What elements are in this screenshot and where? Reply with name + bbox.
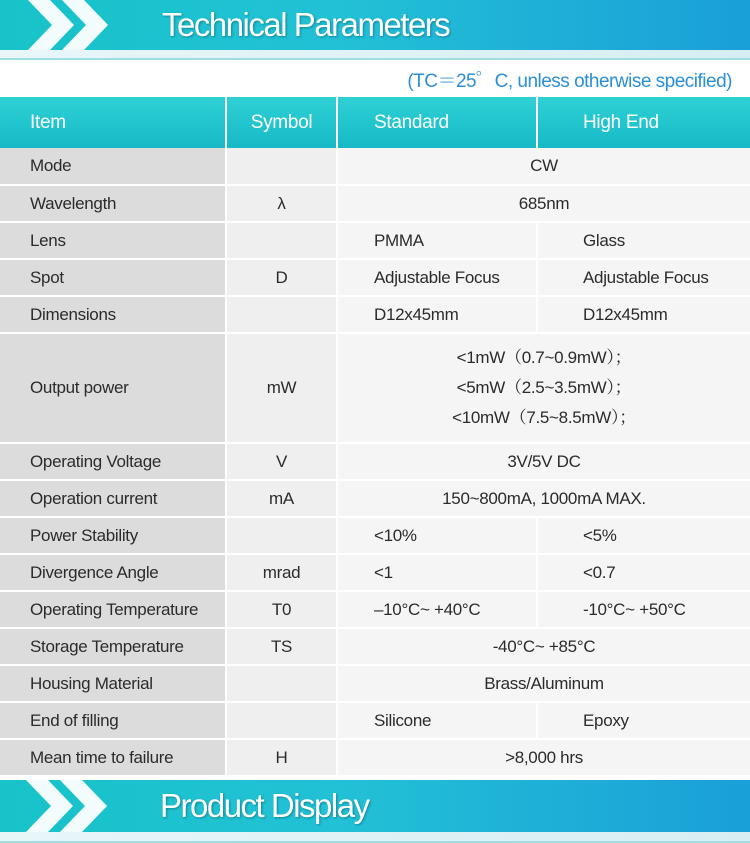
section-title-product-display: Product Display <box>160 787 369 824</box>
row-standard-value: <10% <box>337 517 537 554</box>
row-value: CW <box>337 148 750 185</box>
row-value: 3V/5V DC <box>337 443 750 480</box>
row-standard-value: Silicone <box>337 702 537 739</box>
header-divider <box>0 50 750 60</box>
row-item-label: Divergence Angle <box>0 554 226 591</box>
row-item-label: Spot <box>0 259 226 296</box>
row-high-end-value: -10°C~ +50°C <box>537 591 750 628</box>
table-row <box>0 628 750 665</box>
row-value-multiline <box>337 333 750 443</box>
row-value: 150~800mA, 1000mA MAX. <box>337 480 750 517</box>
row-standard-value: Adjustable Focus <box>337 259 537 296</box>
section-title-technical-parameters: Technical Parameters <box>162 6 450 43</box>
table-row <box>0 591 750 628</box>
row-item-label: Storage Temperature <box>0 628 226 665</box>
row-symbol <box>226 296 337 333</box>
table-row <box>0 296 750 333</box>
row-item-label: Power Stability <box>0 517 226 554</box>
row-symbol: V <box>226 443 337 480</box>
row-symbol: D <box>226 259 337 296</box>
row-symbol <box>226 665 337 702</box>
output-power-line: <10mW（7.5~8.5mW）； <box>452 408 636 427</box>
row-symbol: mrad <box>226 554 337 591</box>
row-item-label: Operation current <box>0 480 226 517</box>
table-row <box>0 333 750 443</box>
row-high-end-value: D12x45mm <box>537 296 750 333</box>
row-high-end-value: <5% <box>537 517 750 554</box>
row-item-label: End of filling <box>0 702 226 739</box>
parameters-table <box>0 97 750 777</box>
table-row <box>0 259 750 296</box>
output-power-line: <1mW（0.7~0.9mW）； <box>456 348 632 367</box>
row-item-label: Lens <box>0 222 226 259</box>
row-high-end-value: Glass <box>537 222 750 259</box>
table-row <box>0 665 750 702</box>
row-symbol <box>226 222 337 259</box>
row-item-label: Mode <box>0 148 226 185</box>
row-item-label: Operating Voltage <box>0 443 226 480</box>
row-high-end-value: Epoxy <box>537 702 750 739</box>
row-symbol: mW <box>226 333 337 443</box>
row-value: >8,000 hrs <box>337 739 750 776</box>
column-header-item: Item <box>0 97 226 148</box>
row-value: 685nm <box>337 185 750 222</box>
table-header-row <box>0 97 750 148</box>
row-standard-value: PMMA <box>337 222 537 259</box>
row-value: Brass/Aluminum <box>337 665 750 702</box>
row-item-label: Dimensions <box>0 296 226 333</box>
column-header-high-end: High End <box>537 97 750 148</box>
row-item-label: Operating Temperature <box>0 591 226 628</box>
row-value: -40°C~ +85°C <box>337 628 750 665</box>
table-row <box>0 554 750 591</box>
column-header-symbol: Symbol <box>226 97 337 148</box>
row-high-end-value: Adjustable Focus <box>537 259 750 296</box>
row-item-label: Wavelength <box>0 185 226 222</box>
table-row <box>0 517 750 554</box>
row-item-label: Output power <box>0 333 226 443</box>
row-symbol: mA <box>226 480 337 517</box>
row-standard-value: D12x45mm <box>337 296 537 333</box>
table-row <box>0 443 750 480</box>
footer-banner <box>0 780 750 832</box>
footer-divider <box>0 832 750 843</box>
conditions-note: (TC＝25゜C, unless otherwise specified) <box>407 71 732 92</box>
row-standard-value: –10°C~ +40°C <box>337 591 537 628</box>
row-symbol: λ <box>226 185 337 222</box>
table-row <box>0 185 750 222</box>
table-row <box>0 702 750 739</box>
row-symbol <box>226 702 337 739</box>
table-row <box>0 739 750 776</box>
row-symbol <box>226 517 337 554</box>
output-power-line: <5mW（2.5~3.5mW）； <box>456 378 632 397</box>
row-symbol: H <box>226 739 337 776</box>
row-item-label: Housing Material <box>0 665 226 702</box>
table-row <box>0 148 750 185</box>
row-symbol <box>226 148 337 185</box>
row-item-label: Mean time to failure <box>0 739 226 776</box>
row-standard-value: <1 <box>337 554 537 591</box>
double-chevron-right-icon <box>0 780 120 832</box>
row-symbol: TS <box>226 628 337 665</box>
row-symbol: T0 <box>226 591 337 628</box>
double-chevron-right-icon <box>0 0 120 50</box>
table-row <box>0 222 750 259</box>
table-row <box>0 480 750 517</box>
row-high-end-value: <0.7 <box>537 554 750 591</box>
header-banner <box>0 0 750 50</box>
column-header-standard: Standard <box>337 97 537 148</box>
